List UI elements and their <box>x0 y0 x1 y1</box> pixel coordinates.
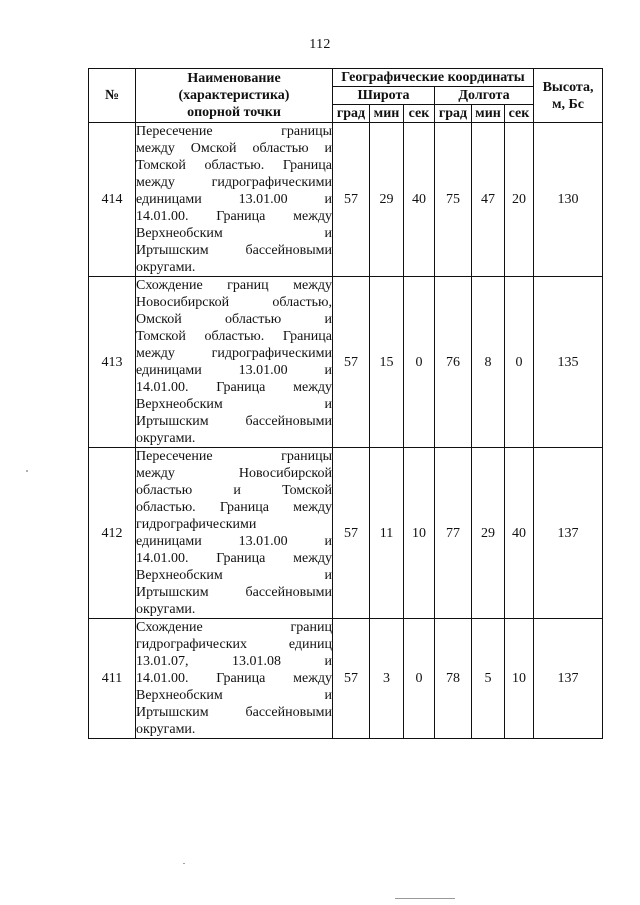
description-line: единицами 13.01.00 и <box>136 363 332 378</box>
description-line: 14.01.00. Граница между <box>136 551 332 566</box>
cell-height: 137 <box>534 448 603 619</box>
description-line: Томской областью. Граница <box>136 158 332 173</box>
cell-lat-deg: 57 <box>333 448 370 619</box>
header-unit-lat-deg: град <box>333 105 370 123</box>
table-header <box>89 69 603 123</box>
header-unit-lat-min: мин <box>370 105 404 123</box>
cell-lon-deg: 76 <box>435 277 472 448</box>
header-geo-coordinates: Географические координаты <box>333 69 534 87</box>
header-unit-lon-sec: сек <box>505 105 534 123</box>
description-line: округами. <box>136 260 196 275</box>
description-line: Верхнеобским и <box>136 397 332 412</box>
description-line: гидрографическими <box>136 517 257 532</box>
cell-lat-sec: 0 <box>404 619 435 739</box>
cell-height: 130 <box>534 123 603 277</box>
description-line: между гидрографическими <box>136 175 332 190</box>
description-line: единицами 13.01.00 и <box>136 534 332 549</box>
description-line: Томской областью. Граница <box>136 329 332 344</box>
point-description <box>136 123 333 277</box>
description-line: между Омской областью и <box>136 141 332 156</box>
description-line: между Новосибирской <box>136 466 332 481</box>
point-number: 412 <box>89 448 136 619</box>
header-latitude: Широта <box>333 87 435 105</box>
table-body <box>89 123 603 739</box>
scan-speck <box>183 863 185 864</box>
cell-lon-sec: 40 <box>505 448 534 619</box>
description-line: 14.01.00. Граница между <box>136 209 332 224</box>
table-row <box>89 619 603 739</box>
header-name-line: (характеристика) <box>178 88 290 103</box>
cell-lat-sec: 40 <box>404 123 435 277</box>
cell-lon-deg: 75 <box>435 123 472 277</box>
table-row <box>89 277 603 448</box>
description-line: Иртышским бассейновыми <box>136 243 332 258</box>
cell-lat-sec: 10 <box>404 448 435 619</box>
header-height-line: Высота, <box>542 79 594 95</box>
cell-height: 135 <box>534 277 603 448</box>
description-line: Схождение границ между <box>136 278 332 293</box>
cell-lat-min: 29 <box>370 123 404 277</box>
description-line: Омской областью и <box>136 312 332 327</box>
description-line: Пересечение границы <box>136 124 332 139</box>
point-description <box>136 619 333 739</box>
description-line: Пересечение границы <box>136 449 332 464</box>
reference-points-table <box>88 68 603 739</box>
cell-lon-sec: 0 <box>505 277 534 448</box>
point-description <box>136 448 333 619</box>
cell-lat-deg: 57 <box>333 277 370 448</box>
description-line: Иртышским бассейновыми <box>136 585 332 600</box>
header-num: № <box>89 69 136 123</box>
header-name-line: опорной точки <box>187 105 281 120</box>
cell-lat-deg: 57 <box>333 619 370 739</box>
header-longitude: Долгота <box>435 87 534 105</box>
description-line: Новосибирской областью, <box>136 295 332 310</box>
cell-lon-min: 29 <box>472 448 505 619</box>
description-line: между гидрографическими <box>136 346 332 361</box>
cell-lon-deg: 78 <box>435 619 472 739</box>
description-line: гидрографических единиц <box>136 637 332 652</box>
description-line: Верхнеобским и <box>136 688 332 703</box>
point-number: 411 <box>89 619 136 739</box>
scan-edge-mark <box>395 898 455 899</box>
point-description <box>136 277 333 448</box>
description-line: областью и Томской <box>136 483 332 498</box>
cell-lat-min: 11 <box>370 448 404 619</box>
cell-lon-sec: 10 <box>505 619 534 739</box>
description-line: 13.01.07, 13.01.08 и <box>136 654 332 669</box>
cell-lat-deg: 57 <box>333 123 370 277</box>
header-unit-lon-min: мин <box>472 105 505 123</box>
table-row <box>89 123 603 277</box>
cell-lon-deg: 77 <box>435 448 472 619</box>
header-height <box>534 69 603 123</box>
description-line: Иртышским бассейновыми <box>136 414 332 429</box>
cell-lat-sec: 0 <box>404 277 435 448</box>
header-name <box>136 69 333 123</box>
cell-lat-min: 15 <box>370 277 404 448</box>
description-line: 14.01.00. Граница между <box>136 380 332 395</box>
description-line: округами. <box>136 722 196 737</box>
description-line: областью. Граница между <box>136 500 332 515</box>
description-line: округами. <box>136 602 196 617</box>
cell-lon-min: 5 <box>472 619 505 739</box>
cell-lon-sec: 20 <box>505 123 534 277</box>
cell-lon-min: 8 <box>472 277 505 448</box>
description-line: Иртышским бассейновыми <box>136 705 332 720</box>
description-line: 14.01.00. Граница между <box>136 671 332 686</box>
point-number: 413 <box>89 277 136 448</box>
header-unit-lat-sec: сек <box>404 105 435 123</box>
point-number: 414 <box>89 123 136 277</box>
description-line: округами. <box>136 431 196 446</box>
header-name-line: Наименование <box>187 71 281 86</box>
header-height-line: м, Бс <box>552 96 585 112</box>
description-line: Верхнеобским и <box>136 226 332 241</box>
cell-lon-min: 47 <box>472 123 505 277</box>
description-line: Верхнеобским и <box>136 568 332 583</box>
cell-lat-min: 3 <box>370 619 404 739</box>
table-row <box>89 448 603 619</box>
cell-height: 137 <box>534 619 603 739</box>
header-unit-lon-deg: град <box>435 105 472 123</box>
scan-speck <box>26 470 28 472</box>
page-number: 112 <box>309 37 331 52</box>
description-line: единицами 13.01.00 и <box>136 192 332 207</box>
description-line: Схождение границ <box>136 620 332 635</box>
